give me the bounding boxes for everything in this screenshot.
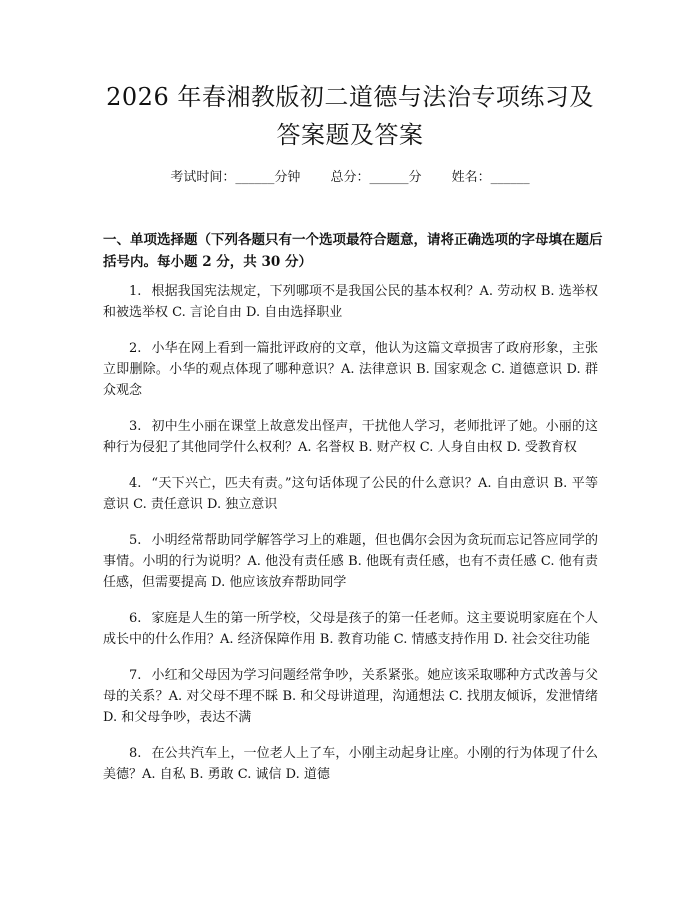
question-number: 3. (129, 419, 142, 434)
question-number: 2. (129, 341, 142, 356)
title-line-2: 答案题及答案 (276, 121, 424, 149)
question-list (103, 281, 598, 800)
question-text: 初中生小丽在课堂上故意发出怪声，干扰他人学习，老师批评了她。小丽的这种行为侵犯了其他同学什么权利？A. 名誉权 B. 财产权 C. 人身自由权 D. 受教育权 (103, 419, 598, 455)
question-text: 在公共汽车上，一位老人上了车，小刚主动起身让座。小刚的行为体现了什么美德？A. 自私 B. 勇敢 C. 诚信 D. 道德 (103, 746, 598, 782)
question-text: 小明经常帮助同学解答学习上的难题，但也偶尔会因为贪玩而忘记答应同学的事情。小明的行为说明？A. 他没有责任感 B. 他既有责任感，也有不责任感 C. 他有责任感，但需要提高 D. 他应该放弃帮助同学 (103, 533, 598, 590)
question-text: 家庭是人生的第一所学校，父母是孩子的第一任老师。这主要说明家庭在个人成长中的什么作用？A. 经济保障作用 B. 教育功能 C. 情感支持作用 D. 社会交往功能 (103, 611, 598, 647)
question-3 (103, 416, 598, 458)
exam-info-line (0, 168, 700, 188)
question-text: 根据我国宪法规定，下列哪项不是我国公民的基本权利？A. 劳动权 B. 选举权和被选举权 C. 言论自由 D. 自由选择职业 (103, 284, 598, 320)
question-1 (103, 281, 598, 323)
question-8 (103, 743, 598, 785)
question-number: 8. (129, 746, 142, 761)
exam-time-unit: 分钟 (274, 170, 301, 185)
exam-time-field (170, 170, 300, 185)
question-number: 7. (129, 668, 142, 683)
question-number: 5. (129, 533, 142, 548)
question-number: 1. (129, 284, 142, 299)
title-line-1: 2026 年春湘教版初二道德与法治专项练习及 (106, 83, 594, 111)
question-2 (103, 338, 598, 401)
question-text: “天下兴亡，匹夫有责。”这句话体现了公民的什么意识？A. 自由意识 B. 平等意识 C. 责任意识 D. 独立意识 (103, 476, 598, 512)
name-field (452, 170, 530, 185)
question-number: 4. (129, 476, 142, 491)
total-score-label: 总分： (330, 170, 370, 185)
question-4 (103, 473, 598, 515)
name-blank: ______ (490, 170, 530, 185)
total-score-unit: 分 (408, 170, 422, 185)
question-number: 6. (129, 611, 142, 626)
total-score-field (330, 170, 421, 185)
question-6 (103, 608, 598, 650)
document-title (90, 78, 610, 154)
total-score-blank: ______ (369, 170, 409, 185)
question-7 (103, 665, 598, 728)
name-label: 姓名： (451, 170, 491, 185)
question-text: 小红和父母因为学习问题经常争吵，关系紧张。她应该采取哪种方式改善与父母的关系？A. 对父母不理不睬 B. 和父母讲道理，沟通想法 C. 找朋友倾诉，发泄情绪 D. 和父母争吵，表达不满 (103, 668, 598, 725)
exam-time-blank: ______ (235, 170, 275, 185)
question-5 (103, 530, 598, 593)
exam-time-label: 考试时间： (170, 170, 236, 185)
section-heading: 一、单项选择题（下列各题只有一个选项最符合题意，请将正确选项的字母填在题后括号内。每小题 2 分，共 30 分） (103, 232, 603, 270)
question-text: 小华在网上看到一篇批评政府的文章，他认为这篇文章损害了政府形象，主张立即删除。小华的观点体现了哪种意识？A. 法律意识 B. 国家观念 C. 道德意识 D. 群众观念 (103, 341, 598, 398)
